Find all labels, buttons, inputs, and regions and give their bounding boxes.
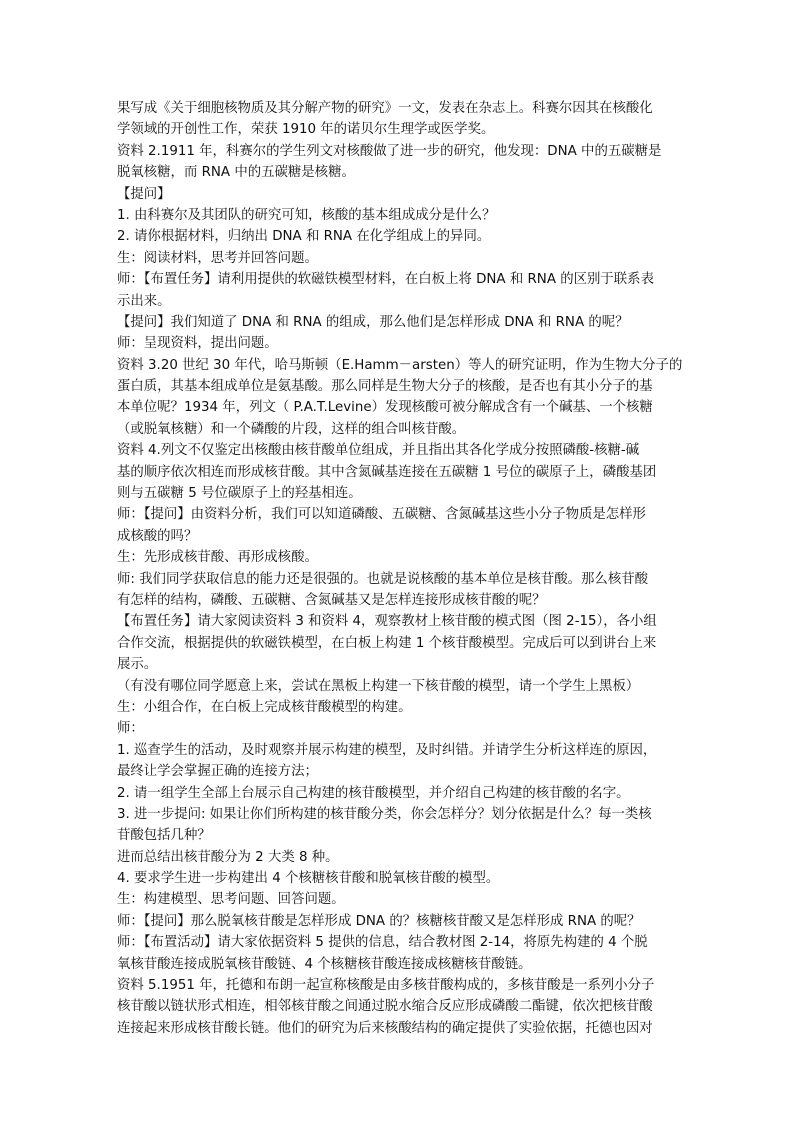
text-line: 【布置任务】请大家阅读资料 3 和资料 4，观察教材上核苷酸的模式图（图 2-15），各小组 xyxy=(117,614,657,630)
text-line: 师：呈现资料，提出问题。 xyxy=(117,336,278,352)
document-body xyxy=(117,98,683,1039)
text-line: 展示。 xyxy=(117,657,158,673)
text-line: （有没有哪位同学愿意上来，尝试在黑板上构建一下核苷酸的模型，请一个学生上黑板） xyxy=(117,678,640,694)
text-line: 核苷酸以链状形式相连，相邻核苷酸之间通过脱水缩合反应形成磷酸二酯键，依次把核苷酸 xyxy=(117,999,653,1015)
text-line: 师：【布置活动】请大家依据资料 5 提供的信息，结合教材图 2-14，将原先构建的 4 个脱 xyxy=(117,935,648,951)
text-line: 资料 3.20 世纪 30 年代，哈马斯顿（E.Hamm－arsten）等人的研究证明，作为生物大分子的 xyxy=(117,357,683,373)
text-line: 师：【布置任务】请利用提供的软磁铁模型材料，在白板上将 DNA 和 RNA 的区别于联系表 xyxy=(117,272,654,288)
text-line: 有怎样的结构，磷酸、五碳糖、含氮碱基又是怎样连接形成核苷酸的呢？ xyxy=(117,592,546,608)
text-line: 苷酸包括几种？ xyxy=(117,828,211,844)
text-line: 2. 请一组学生全部上台展示自己构建的核苷酸模型，并介绍自己构建的核苷酸的名字。 xyxy=(117,785,630,801)
text-line: 2. 请你根据材料，归纳出 DNA 和 RNA 在化学组成上的异同。 xyxy=(117,229,491,245)
text-line: 生：构建模型、思考问题、回答问题。 xyxy=(117,892,345,908)
text-line: 示出来。 xyxy=(117,293,171,309)
text-line: 【提问】 xyxy=(117,186,171,202)
text-line: 师： xyxy=(117,721,144,737)
text-line: 氧核苷酸连接成脱氧核苷酸链、4 个核糖核苷酸连接成核糖核苷酸链。 xyxy=(117,956,532,972)
text-line: （或脱氧核糖）和一个磷酸的片段，这样的组合叫核苷酸。 xyxy=(117,421,466,437)
text-line: 3. 进一步提问: 如果让你们所构建的核苷酸分类，你会怎样分？划分依据是什么？每一类核 xyxy=(117,806,652,822)
text-line: 师：【提问】那么脱氧核苷酸是怎样形成 DNA 的？核糖核苷酸又是怎样形成 RNA 的呢？ xyxy=(117,913,641,929)
text-line: 资料 4.列文不仅鉴定出核酸由核苷酸单位组成，并且指出其各化学成分按照磷酸-核糖-碱 xyxy=(117,443,640,459)
text-line: 连接起来形成核苷酸长链。他们的研究为后来核酸结构的确定提供了实验依据，托德也因对 xyxy=(117,1020,653,1036)
text-line: 4. 要求学生进一步构建出 4 个核糖核苷酸和脱氧核苷酸的模型。 xyxy=(117,871,500,887)
text-line: 果写成《关于细胞核物质及其分解产物的研究》一文，发表在杂志上。科赛尔因其在核酸化 xyxy=(117,101,653,116)
text-line: 生：阅读材料，思考并回答问题。 xyxy=(117,250,318,266)
text-line: 则与五碳糖 5 号位碳原子上的羟基相连。 xyxy=(117,486,362,502)
text-line: 1. 由科赛尔及其团队的研究可知，核酸的基本组成成分是什么？ xyxy=(117,207,496,223)
text-line: 学领域的开创性工作，荣获 1910 年的诺贝尔生理学或医学奖。 xyxy=(117,122,495,138)
text-line: 蛋白质，其基本组成单位是氨基酸。那么同样是生物大分子的核酸，是否也有其小分子的基 xyxy=(117,379,653,395)
text-line: 进而总结出核苷酸分为 2 大类 8 种。 xyxy=(117,849,339,865)
text-line: 最终让学会掌握正确的连接方法； xyxy=(117,764,318,780)
text-line: 资料 2.1911 年，科赛尔的学生列文对核酸做了进一步的研究，他发现：DNA 中的五碳糖是 xyxy=(117,143,662,159)
text-line: 1. 巡查学生的活动，及时观察并展示构建的模型，及时纠错。并请学生分析这样连的原因， xyxy=(117,742,657,758)
text-line: 师: 我们同学获取信息的能力还是很强的。也就是说核酸的基本单位是核苷酸。那么核苷酸 xyxy=(117,571,648,587)
text-line: 合作交流，根据提供的软磁铁模型，在白板上构建 1 个核苷酸模型。完成后可以到讲台上来 xyxy=(117,635,657,651)
text-line: 生：先形成核苷酸、再形成核酸。 xyxy=(117,550,318,566)
text-line: 基的顺序依次相连而形成核苷酸。其中含氮碱基连接在五碳糖 1 号位的碳原子上，磷酸基团 xyxy=(117,464,657,480)
text-line: 【提问】我们知道了 DNA 和 RNA 的组成，那么他们是怎样形成 DNA 和 RNA 的呢？ xyxy=(117,314,629,330)
text-line: 师：【提问】由资料分析，我们可以知道磷酸、五碳糖、含氮碱基这些小分子物质是怎样形 xyxy=(117,507,646,523)
text-line: 资料 5.1951 年，托德和布朗一起宣称核酸是由多核苷酸构成的，多核苷酸是一系列小分子 xyxy=(117,978,655,994)
text-line: 本单位呢？1934 年，列文（ P.A.T.Levine）发现核酸可被分解成含有一个碱基、一个核糖 xyxy=(117,400,653,416)
text-line: 脱氧核糖，而 RNA 中的五碳糖是核糖。 xyxy=(117,165,355,181)
text-line: 生：小组合作，在白板上完成核苷酸模型的构建。 xyxy=(117,699,412,715)
text-line: 成核酸的吗？ xyxy=(117,528,198,544)
